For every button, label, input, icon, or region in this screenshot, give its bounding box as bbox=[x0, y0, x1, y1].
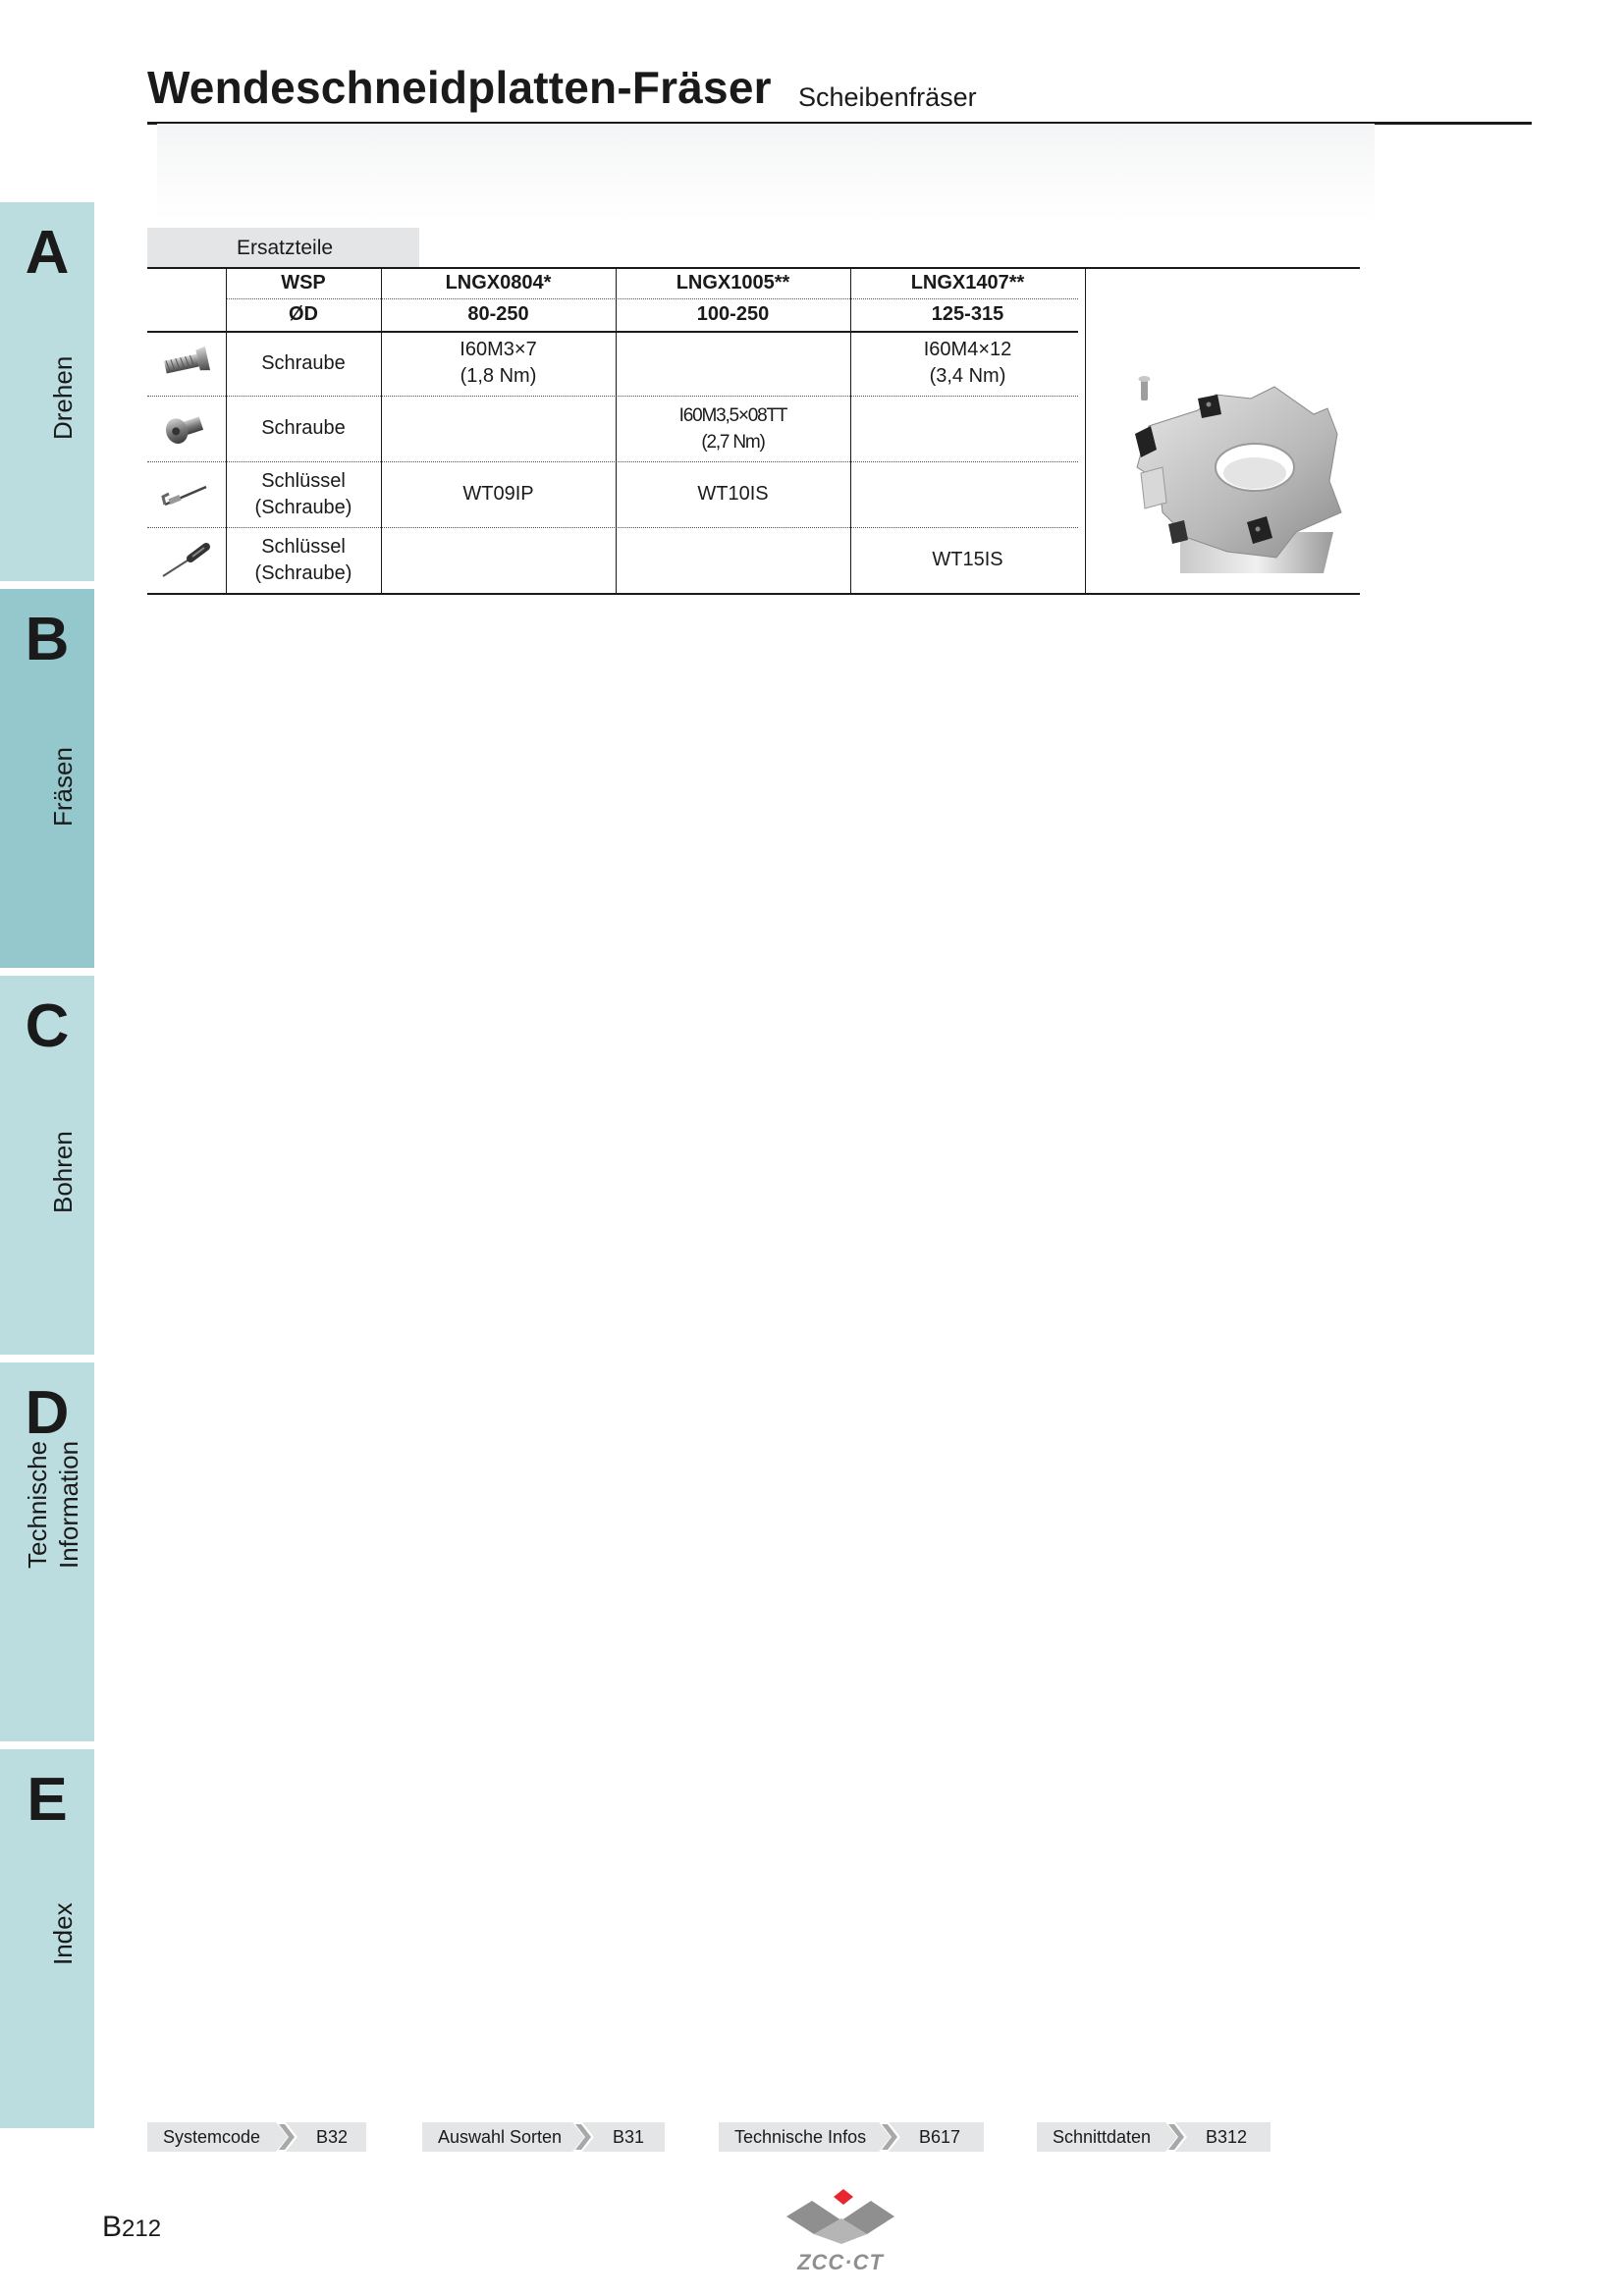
part-value bbox=[616, 396, 850, 461]
side-tab-d[interactable] bbox=[0, 1362, 94, 1741]
side-tab-letter: C bbox=[25, 992, 70, 1060]
part-value bbox=[616, 461, 850, 527]
nav-page-ref: B32 bbox=[316, 2127, 349, 2147]
nav-systemcode[interactable] bbox=[147, 2122, 366, 2152]
page-subtitle: Scheibenfräser bbox=[798, 82, 977, 112]
nav-technische-infos[interactable] bbox=[719, 2122, 984, 2152]
table-header-col-3: LNGX1407** bbox=[910, 271, 1025, 294]
part-value-line: I60M3,5×08TT bbox=[678, 404, 787, 426]
side-tab-a[interactable] bbox=[0, 202, 94, 581]
part-value-line: (1,8 Nm) bbox=[460, 365, 537, 387]
nav-label: Systemcode bbox=[163, 2127, 261, 2147]
part-value-line: I60M3×7 bbox=[460, 339, 537, 360]
chevron-right-icon bbox=[569, 2122, 595, 2152]
page-section: B bbox=[102, 2211, 123, 2243]
part-value-line: WT10IS bbox=[697, 483, 769, 505]
nav-page-ref: B31 bbox=[613, 2127, 645, 2147]
page-header bbox=[147, 61, 1532, 125]
part-value-line: WT09IP bbox=[462, 483, 534, 505]
part-value-line: I60M4×12 bbox=[923, 339, 1012, 360]
part-value bbox=[381, 461, 616, 527]
side-tab-label: Drehen bbox=[48, 355, 78, 440]
part-name-line: Schraube bbox=[261, 417, 346, 439]
company-logo bbox=[783, 2187, 898, 2275]
chevron-right-icon bbox=[273, 2122, 298, 2152]
nav-page-ref: B617 bbox=[919, 2127, 961, 2147]
table-header-col-2: LNGX1005** bbox=[676, 271, 790, 294]
side-tab-b[interactable] bbox=[0, 589, 94, 968]
part-name-line: Schlüssel bbox=[261, 469, 346, 492]
table-line bbox=[1085, 267, 1086, 594]
page-title: Wendeschneidplatten-Fräser bbox=[147, 62, 772, 113]
screw-icon bbox=[147, 331, 226, 396]
part-value-line: (3,4 Nm) bbox=[929, 365, 1006, 387]
side-tab-letter: E bbox=[27, 1766, 68, 1834]
nav-page-ref: B312 bbox=[1206, 2127, 1248, 2147]
screwdriver-icon bbox=[147, 527, 226, 593]
nav-label: Auswahl Sorten bbox=[438, 2127, 563, 2147]
nav-auswahl-sorten[interactable] bbox=[422, 2122, 665, 2152]
side-tab-c[interactable] bbox=[0, 976, 94, 1355]
part-name-line: (Schraube) bbox=[254, 496, 352, 518]
side-tab-label: Technische Information bbox=[23, 1440, 83, 1569]
nav-label: Schnittdaten bbox=[1053, 2127, 1152, 2147]
spare-parts-table bbox=[147, 267, 1365, 599]
side-tab-label: Bohren bbox=[48, 1131, 78, 1213]
table-header-diameter: ØD bbox=[289, 303, 318, 325]
side-tab-label: Index bbox=[48, 1902, 78, 1965]
table-line bbox=[147, 593, 1360, 595]
side-tab-letter: A bbox=[25, 219, 70, 287]
part-value-line: (2,7 Nm) bbox=[701, 431, 765, 453]
part-value bbox=[850, 331, 1085, 396]
part-name bbox=[226, 461, 381, 527]
side-tab-letter: B bbox=[25, 606, 70, 673]
chevron-right-icon bbox=[876, 2122, 901, 2152]
header-shade bbox=[157, 124, 1375, 222]
spare-parts-label bbox=[147, 228, 419, 267]
part-name-line: Schlüssel bbox=[261, 535, 346, 558]
chevron-right-icon bbox=[1163, 2122, 1188, 2152]
table-header-range-2: 100-250 bbox=[696, 303, 770, 325]
table-header-col-1: LNGX0804* bbox=[445, 271, 552, 294]
table-header-range-1: 80-250 bbox=[467, 303, 529, 325]
part-name-line: (Schraube) bbox=[254, 561, 352, 584]
nav-label: Technische Infos bbox=[734, 2127, 867, 2147]
part-name-line: Schraube bbox=[261, 351, 346, 374]
page-number-value: 212 bbox=[122, 2216, 162, 2242]
part-name bbox=[226, 527, 381, 593]
svg-text:ZCC·CT: ZCC·CT bbox=[797, 2250, 884, 2274]
page-number bbox=[102, 2211, 161, 2244]
cutter-image bbox=[1119, 365, 1355, 581]
part-name bbox=[226, 396, 381, 461]
side-tab-letter: D bbox=[25, 1379, 70, 1447]
part-value bbox=[850, 527, 1085, 593]
key-icon bbox=[147, 461, 226, 527]
part-value bbox=[381, 331, 616, 396]
table-header-wsp: WSP bbox=[281, 271, 326, 294]
table-header-range-3: 125-315 bbox=[931, 303, 1004, 325]
nav-schnittdaten[interactable] bbox=[1037, 2122, 1271, 2152]
spare-parts-title: Ersatzteile bbox=[237, 237, 334, 259]
screw-head-icon bbox=[147, 396, 226, 461]
side-tab-label: Fräsen bbox=[48, 747, 78, 827]
part-name bbox=[226, 331, 381, 396]
part-value-line: WT15IS bbox=[932, 549, 1003, 570]
side-tab-e[interactable] bbox=[0, 1749, 94, 2128]
